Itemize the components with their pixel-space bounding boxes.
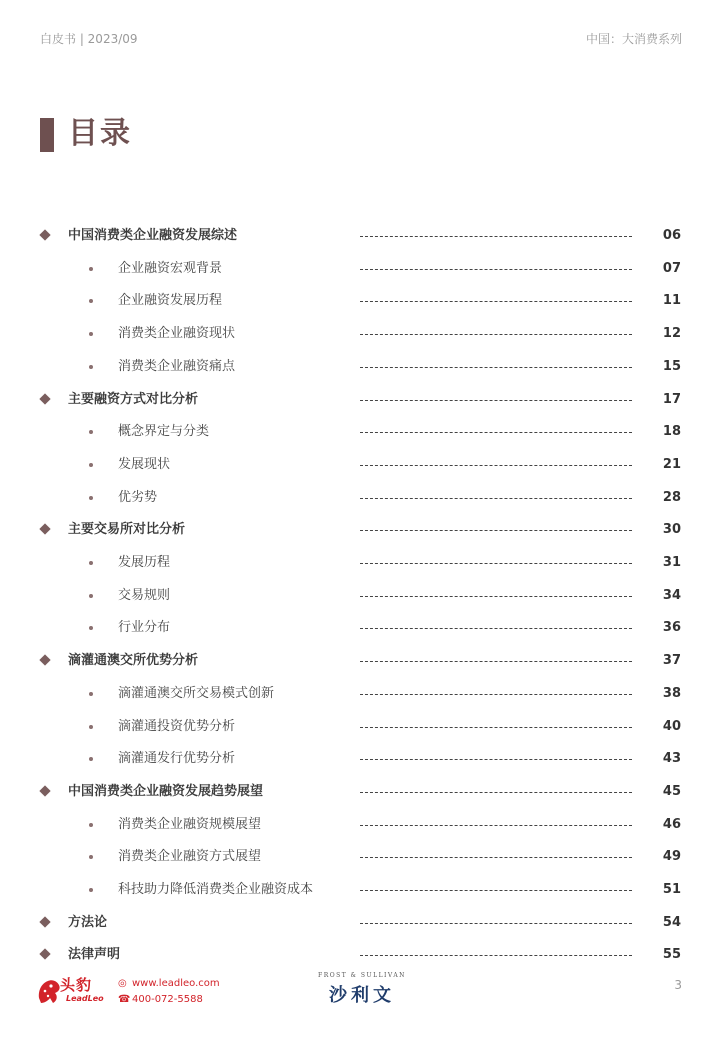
dot-bullet-icon bbox=[89, 430, 93, 434]
toc-page-number: 46 bbox=[662, 816, 681, 832]
toc-label: 消费类企业融资规模展望 bbox=[118, 816, 262, 832]
toc-page-number: 49 bbox=[662, 849, 681, 865]
dotted-leader bbox=[360, 563, 632, 564]
toc-section[interactable] bbox=[0, 389, 720, 413]
dot-bullet-icon bbox=[89, 299, 93, 303]
toc-page-number: 21 bbox=[662, 456, 681, 472]
diamond-bullet-icon bbox=[39, 785, 50, 796]
toc-page-number: 38 bbox=[662, 685, 681, 701]
toc-label: 消费类企业融资现状 bbox=[118, 326, 236, 342]
toc-label: 中国消费类企业融资发展综述 bbox=[68, 228, 238, 243]
toc-label: 方法论 bbox=[68, 914, 108, 930]
dotted-leader bbox=[360, 727, 632, 728]
dotted-leader bbox=[360, 367, 632, 368]
header-right: 中国：大消费系列 bbox=[585, 32, 682, 46]
toc-label: 主要交易所对比分析 bbox=[68, 522, 186, 538]
toc-section[interactable] bbox=[0, 225, 720, 249]
toc-page-number: 55 bbox=[662, 947, 681, 963]
toc-section[interactable] bbox=[0, 781, 720, 805]
page-title: 目录 bbox=[68, 116, 132, 151]
toc-label: 滴灌通澳交所优势分析 bbox=[68, 653, 199, 669]
dotted-leader bbox=[360, 759, 632, 760]
dot-bullet-icon bbox=[89, 594, 93, 598]
toc-section[interactable] bbox=[0, 650, 720, 674]
dotted-leader bbox=[360, 825, 632, 826]
toc-page-number: 12 bbox=[662, 326, 681, 342]
globe-icon: ◎ bbox=[118, 978, 127, 989]
toc-page-number: 51 bbox=[662, 882, 681, 897]
toc-subsection[interactable] bbox=[0, 290, 720, 314]
dotted-leader bbox=[360, 530, 632, 531]
dot-bullet-icon bbox=[89, 855, 93, 859]
dotted-leader bbox=[360, 955, 632, 956]
toc-page-number: 45 bbox=[662, 783, 681, 799]
toc-label: 企业融资发展历程 bbox=[118, 293, 223, 309]
header-left: 白皮书 | 2023/09 bbox=[40, 32, 138, 46]
toc-page-number: 28 bbox=[662, 489, 681, 505]
toc-subsection[interactable] bbox=[0, 258, 720, 282]
leopard-logo-icon bbox=[36, 976, 62, 1006]
dotted-leader bbox=[360, 498, 632, 499]
toc-section[interactable] bbox=[0, 912, 720, 936]
toc-subsection[interactable] bbox=[0, 585, 720, 609]
toc-page-number: 54 bbox=[662, 914, 681, 930]
toc-subsection[interactable] bbox=[0, 683, 720, 707]
diamond-bullet-icon bbox=[39, 654, 50, 665]
website-link[interactable]: www.leadleo.com bbox=[132, 978, 220, 989]
toc-label: 中国消费类企业融资发展趋势展望 bbox=[68, 783, 264, 799]
dotted-leader bbox=[360, 628, 632, 629]
dotted-leader bbox=[360, 890, 632, 891]
dotted-leader bbox=[360, 236, 632, 237]
phone-number: 400-072-5588 bbox=[132, 994, 203, 1005]
toc-label: 消费类企业融资方式展望 bbox=[118, 849, 262, 865]
dotted-leader bbox=[360, 432, 632, 433]
dot-bullet-icon bbox=[89, 823, 93, 827]
dot-bullet-icon bbox=[89, 757, 93, 761]
toc-page-number: 18 bbox=[662, 424, 681, 440]
toc-label: 企业融资宏观背景 bbox=[118, 260, 223, 276]
frost-sullivan-logo bbox=[312, 972, 412, 1007]
toc-page-number: 31 bbox=[662, 555, 681, 570]
diamond-bullet-icon bbox=[39, 393, 50, 404]
toc-page-number: 17 bbox=[662, 391, 681, 407]
toc-subsection[interactable] bbox=[0, 552, 720, 576]
toc-label: 发展现状 bbox=[118, 456, 171, 472]
toc-page-number: 36 bbox=[662, 620, 681, 636]
partner-chinese: 沙利文 bbox=[329, 985, 395, 1006]
toc-label: 法律声明 bbox=[68, 947, 121, 963]
diamond-bullet-icon bbox=[39, 229, 50, 240]
partner-english: FROST & SULLIVAN bbox=[318, 972, 406, 979]
toc-page-number: 15 bbox=[662, 358, 681, 374]
toc-label: 滴灌通澳交所交易模式创新 bbox=[118, 685, 275, 701]
toc-label: 科技助力降低消费类企业融资成本 bbox=[118, 882, 314, 897]
toc-page-number: 34 bbox=[662, 587, 681, 603]
dot-bullet-icon bbox=[89, 332, 93, 336]
dot-bullet-icon bbox=[89, 365, 93, 369]
dotted-leader bbox=[360, 694, 632, 695]
toc-label: 优劣势 bbox=[118, 489, 158, 505]
toc-subsection[interactable] bbox=[0, 814, 720, 838]
dotted-leader bbox=[360, 792, 632, 793]
dot-bullet-icon bbox=[89, 561, 93, 565]
dotted-leader bbox=[360, 301, 632, 302]
toc-subsection[interactable] bbox=[0, 487, 720, 511]
dot-bullet-icon bbox=[89, 626, 93, 630]
toc-label: 主要融资方式对比分析 bbox=[68, 391, 199, 407]
toc-page-number: 43 bbox=[662, 751, 681, 767]
dotted-leader bbox=[360, 596, 632, 597]
toc-subsection[interactable] bbox=[0, 846, 720, 870]
dot-bullet-icon bbox=[89, 267, 93, 271]
dot-bullet-icon bbox=[89, 725, 93, 729]
dotted-leader bbox=[360, 334, 632, 335]
phone-icon: ☎ bbox=[118, 994, 131, 1005]
dot-bullet-icon bbox=[89, 496, 93, 500]
toc-label: 行业分布 bbox=[118, 620, 171, 636]
toc-section[interactable] bbox=[0, 519, 720, 543]
toc-label: 滴灌通投资优势分析 bbox=[118, 718, 236, 734]
toc-label: 交易规则 bbox=[118, 587, 171, 603]
contact-info bbox=[118, 976, 220, 1008]
toc-page-number: 07 bbox=[662, 260, 681, 276]
dot-bullet-icon bbox=[89, 888, 93, 892]
toc-page-number: 30 bbox=[662, 522, 681, 538]
diamond-bullet-icon bbox=[39, 916, 50, 927]
dotted-leader bbox=[360, 269, 632, 270]
toc-label: 滴灌通发行优势分析 bbox=[118, 751, 236, 767]
diamond-bullet-icon bbox=[39, 949, 50, 960]
toc-subsection[interactable] bbox=[0, 454, 720, 478]
logo-english: LeadLeo bbox=[66, 994, 104, 1003]
toc-subsection[interactable] bbox=[0, 617, 720, 641]
toc-subsection[interactable] bbox=[0, 421, 720, 445]
toc-section[interactable] bbox=[0, 944, 720, 968]
toc-label: 消费类企业融资痛点 bbox=[118, 358, 236, 374]
toc-subsection[interactable] bbox=[0, 356, 720, 380]
toc-subsection[interactable] bbox=[0, 716, 720, 740]
toc-page-number: 37 bbox=[662, 653, 681, 669]
dot-bullet-icon bbox=[89, 692, 93, 696]
toc-page-number: 11 bbox=[662, 293, 681, 309]
dotted-leader bbox=[360, 661, 632, 662]
dotted-leader bbox=[360, 923, 632, 924]
footer bbox=[0, 972, 720, 1012]
dotted-leader bbox=[360, 465, 632, 466]
toc-label: 概念界定与分类 bbox=[118, 424, 210, 440]
dot-bullet-icon bbox=[89, 463, 93, 467]
toc-subsection[interactable] bbox=[0, 879, 720, 903]
toc-label: 发展历程 bbox=[118, 555, 171, 570]
logo-chinese: 头豹 bbox=[60, 976, 93, 994]
toc-page-number: 06 bbox=[662, 228, 681, 243]
page-number: 3 bbox=[674, 978, 682, 992]
diamond-bullet-icon bbox=[39, 524, 50, 535]
toc-page-number: 40 bbox=[662, 718, 681, 734]
title-accent-bar bbox=[40, 118, 54, 152]
dotted-leader bbox=[360, 857, 632, 858]
dotted-leader bbox=[360, 400, 632, 401]
toc-subsection[interactable] bbox=[0, 323, 720, 347]
toc-subsection[interactable] bbox=[0, 748, 720, 772]
